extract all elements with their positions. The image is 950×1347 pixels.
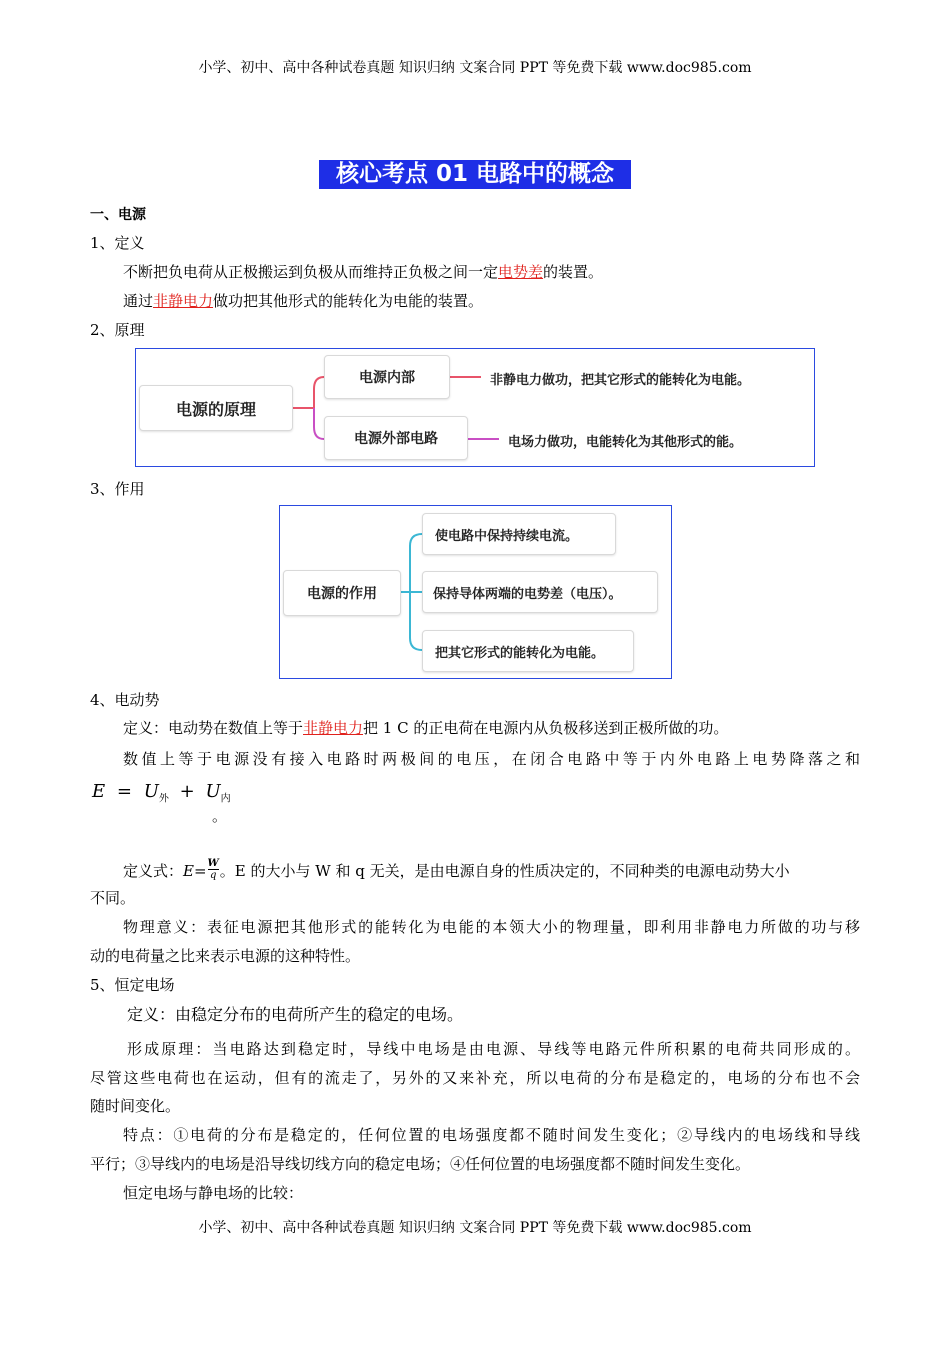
principle-diagram xyxy=(135,348,815,467)
symbol-u: U xyxy=(205,781,221,802)
text: 的装置。 xyxy=(543,263,604,281)
text: 。E 的大小与 W 和 q 无关，是由电源自身的性质决定的，不同种类的电源电动势大小 xyxy=(219,862,790,880)
function-item-1: 使电路中保持持续电流。 xyxy=(422,513,616,555)
page-footer: 小学、初中、高中各种试卷真题 知识归纳 文案合同 PPT 等免费下载 www.doc985.com xyxy=(198,1220,752,1236)
physical-meaning-line-2: 动的电荷量之比来表示电源的这种特性。 xyxy=(90,947,361,965)
highlight-term: 非静电力 xyxy=(153,292,214,310)
subheading-function: 3、作用 xyxy=(90,480,145,498)
function-root-node: 电源的作用 xyxy=(283,570,401,616)
page-header: 小学、初中、高中各种试卷真题 知识归纳 文案合同 PPT 等免费下载 www.doc985.com xyxy=(198,60,752,76)
emf-definition xyxy=(123,718,728,738)
emf-definition-formula xyxy=(123,858,790,881)
comparison-intro: 恒定电场与静电场的比较： xyxy=(123,1184,304,1202)
plus-sign: + xyxy=(179,781,195,802)
definition-paragraph-2 xyxy=(123,291,483,311)
fraction-w-over-q xyxy=(208,858,219,881)
subscript-inner: 内 xyxy=(220,793,231,805)
subheading-steady-field: 5、恒定电场 xyxy=(90,976,175,994)
branch-desc-external: 电场力做功，电能转化为其他形式的能。 xyxy=(508,435,743,450)
function-diagram xyxy=(279,505,672,679)
branch-desc-internal: 非静电力做功，把其它形式的能转化为电能。 xyxy=(490,373,751,388)
page-title: 核心考点 01 电路中的概念 xyxy=(319,160,631,189)
physical-meaning-line-1: 物理意义：表征电源把其他形式的能转化为电能的本领大小的物理量，即利用非静电力所做的功与移 xyxy=(123,918,860,936)
formation-line-1: 形成原理：当电路达到稳定时，导线中电场是由电源、导线等电路元件所积累的电荷共同形成的。 xyxy=(127,1040,860,1058)
text: 做功把其他形式的能转化为电能的装置。 xyxy=(213,292,484,310)
subheading-principle: 2、原理 xyxy=(90,321,145,339)
definition-paragraph-1 xyxy=(123,262,603,282)
emf-definition-formula-cont: 不同。 xyxy=(90,889,136,907)
subheading-definition: 1、定义 xyxy=(90,234,145,252)
formation-line-2: 尽管这些电荷也在运动，但有的流走了，另外的又来补充，所以电荷的分布是稳定的，电场的分布也不会 xyxy=(90,1069,860,1087)
features-line-1: 特点：①电荷的分布是稳定的，任何位置的电场强度都不随时间发生变化；②导线内的电场线和导线 xyxy=(123,1126,860,1144)
formation-line-3: 随时间变化。 xyxy=(90,1097,181,1115)
fraction-denominator: q xyxy=(209,870,217,881)
emf-formula xyxy=(92,781,231,805)
symbol-u: U xyxy=(143,781,159,802)
symbol-e: E xyxy=(183,862,194,880)
text: 把 1 C 的正电荷在电源内从负极移送到正极所做的功。 xyxy=(363,719,729,737)
subheading-emf: 4、电动势 xyxy=(90,691,160,709)
highlight-term: 非静电力 xyxy=(303,719,364,737)
branch-node-internal: 电源内部 xyxy=(324,355,450,399)
fraction-numerator: W xyxy=(207,858,219,869)
equals-sign: = xyxy=(193,862,207,880)
equals-sign: = xyxy=(116,781,132,802)
text: 通过 xyxy=(123,292,154,310)
highlight-term: 电势差 xyxy=(498,263,544,281)
function-item-2: 保持导体两端的电势差（电压）。 xyxy=(422,571,658,613)
emf-value-paragraph: 数值上等于电源没有接入电路时两极间的电压，在闭合电路中等于内外电路上电势降落之和 xyxy=(123,750,860,768)
section-heading: 一、电源 xyxy=(90,207,146,223)
steady-field-definition: 定义：由稳定分布的电荷所产生的稳定的电场。 xyxy=(127,1005,464,1024)
formula-period: 。 xyxy=(212,807,228,825)
features-line-2: 平行；③导线内的电场是沿导线切线方向的稳定电场；④任何位置的电场强度都不随时间发生变化。 xyxy=(90,1155,751,1173)
text: 不断把负电荷从正极搬运到负极从而维持正负极之间一定 xyxy=(123,263,499,281)
function-item-3: 把其它形式的能转化为电能。 xyxy=(422,630,634,672)
principle-root-node: 电源的原理 xyxy=(139,385,293,431)
subscript-outer: 外 xyxy=(158,793,169,805)
branch-node-external: 电源外部电路 xyxy=(324,416,468,460)
symbol-e: E xyxy=(92,781,106,802)
text: 定义式： xyxy=(123,862,184,880)
text: 定义：电动势在数值上等于 xyxy=(123,719,304,737)
